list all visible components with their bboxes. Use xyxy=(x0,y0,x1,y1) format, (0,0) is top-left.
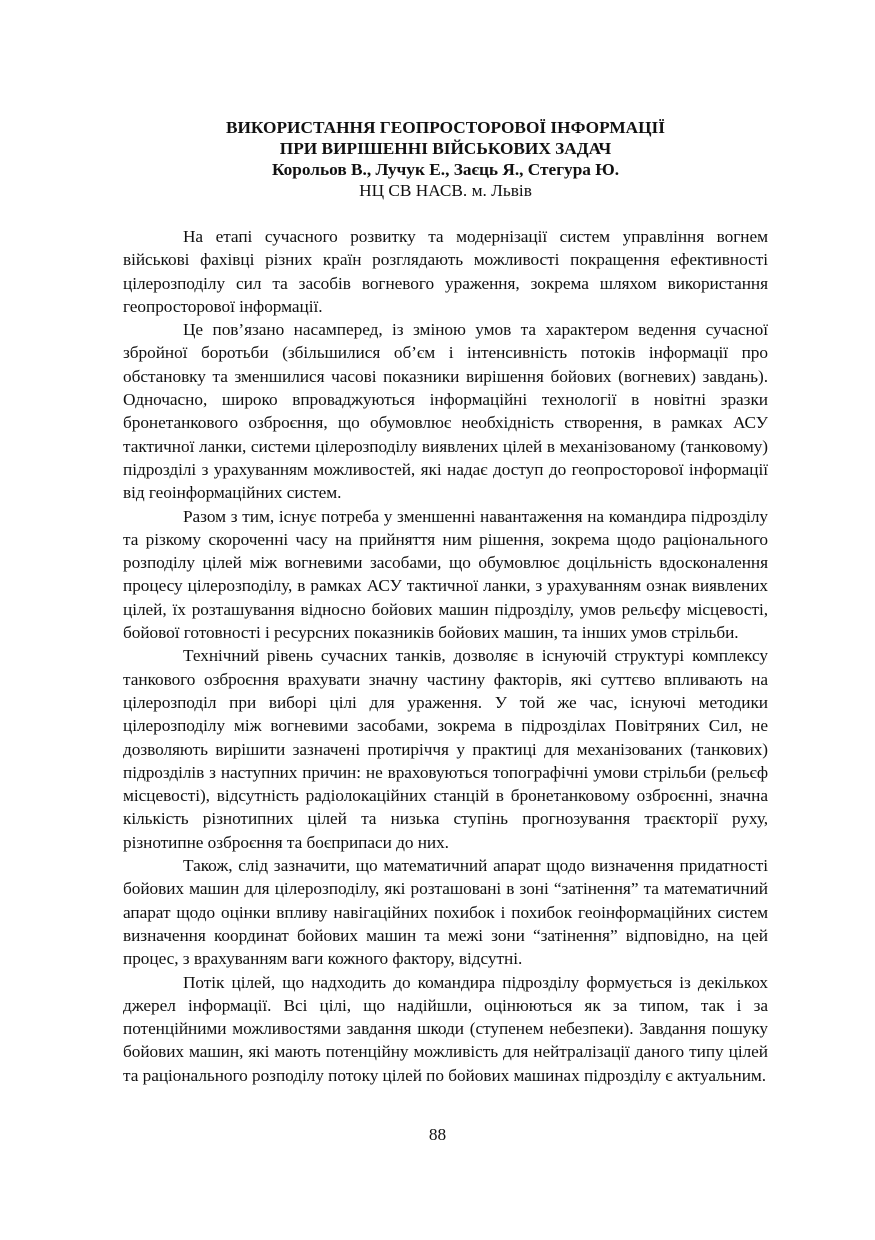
paragraph-1: На етапі сучасного розвитку та модернізації систем управління вогнем військові фахівці різних країн розглядають можливості покращення ефективності цілерозподілу сил та засобів вогневого ураження, зокрема шляхом використання геопросторової інформації. xyxy=(123,227,768,316)
authors: Корольов В., Лучук Е., Заєць Я., Стегура Ю. xyxy=(271,160,620,179)
page-number: 88 xyxy=(428,1125,447,1144)
document-page xyxy=(123,117,768,1087)
title-line-1: ВИКОРИСТАННЯ ГЕОПРОСТОРОВОЇ ІНФОРМАЦІЇ xyxy=(225,118,666,137)
paragraph-6: Потік цілей, що надходить до командира підрозділу формується із декількох джерел інформації. Всі цілі, що надійшли, оцінюються як за типом, так і за потенційними можливостями завдання шкоди (ступенем небезпеки). Завдання пошуку бойових машин, які мають потенційну можливість для нейтралізації даного типу цілей та раціонального розподілу потоку цілей по бойових машинах підрозділу є актуальним. xyxy=(123,972,768,1085)
paragraph-2: Це пов’язано насамперед, із зміною умов та характером ведення сучасної збройної боротьби (збільшилися об’єм і інтенсивність потоків інформації про обстановку та зменшилися часові показники вирішення бойових (вогневих) завдань). Одночасно, широко впроваджуються інформаційні технології в новітні зразки бронетанкового озброєння, що обумовлює необхідність створення, в рамках АСУ тактичної ланки, системи цілерозподілу виявлених цілей в механізованому (танковому) підрозділі з урахуванням можливостей, які надає доступ до геопросторової інформації від геоінформаційних систем. xyxy=(123,320,768,503)
affiliation: НЦ СВ НАСВ. м. Львів xyxy=(359,181,532,200)
paragraph-3: Разом з тим, існує потреба у зменшенні навантаження на командира підрозділу та різкому скороченні часу на прийняття ним рішення, зокрема щодо раціонального розподілу цілей між вогневими засобами, що обумовлює доцільність вдосконалення процесу цілерозподілу, в рамках АСУ тактичної ланки, з урахуванням ознак виявлених цілей, їх розташування відносно бойових машин підрозділу, умов рельєфу місцевості, бойової готовності і ресурсних показників бойових машин, та інших умов стрільби. xyxy=(123,506,768,643)
body-text xyxy=(123,225,768,1087)
title-line-2: ПРИ ВИРІШЕННІ ВІЙСЬКОВИХ ЗАДАЧ xyxy=(279,139,612,158)
paragraph-4: Технічний рівень сучасних танків, дозволяє в існуючій структурі комплексу танкового озброєння врахувати значну частину факторів, які суттєво впливають на цілерозподіл при виборі цілі для ураження. У той же час, існуючі методики цілерозподілу між вогневими засобами, зокрема в підрозділах Повітряних Сил, не дозволяють вирішити зазначені протиріччя у практиці для механізованих (танкових) підрозділів з наступних причин: не враховуються топографічні умови стрільби (рельєф місцевості), відсутність радіолокаційних станцій в бронетанковому озброєнні, значна кількість різнотипних цілей та низька ступінь прогнозування траєкторії руху, різнотипне озброєння та боєприпаси до них. xyxy=(123,646,768,852)
paragraph-5: Також, слід зазначити, що математичний апарат щодо визначення придатності бойових машин для цілерозподілу, які розташовані в зоні “затінення” та математичний апарат щодо оцінки впливу навігаційних похибок і похибок геоінформаційних систем визначення координат бойових машин та межі зони “затінення” відповідно, на цей процес, з врахуванням ваги кожного фактору, відсутні. xyxy=(123,856,768,969)
